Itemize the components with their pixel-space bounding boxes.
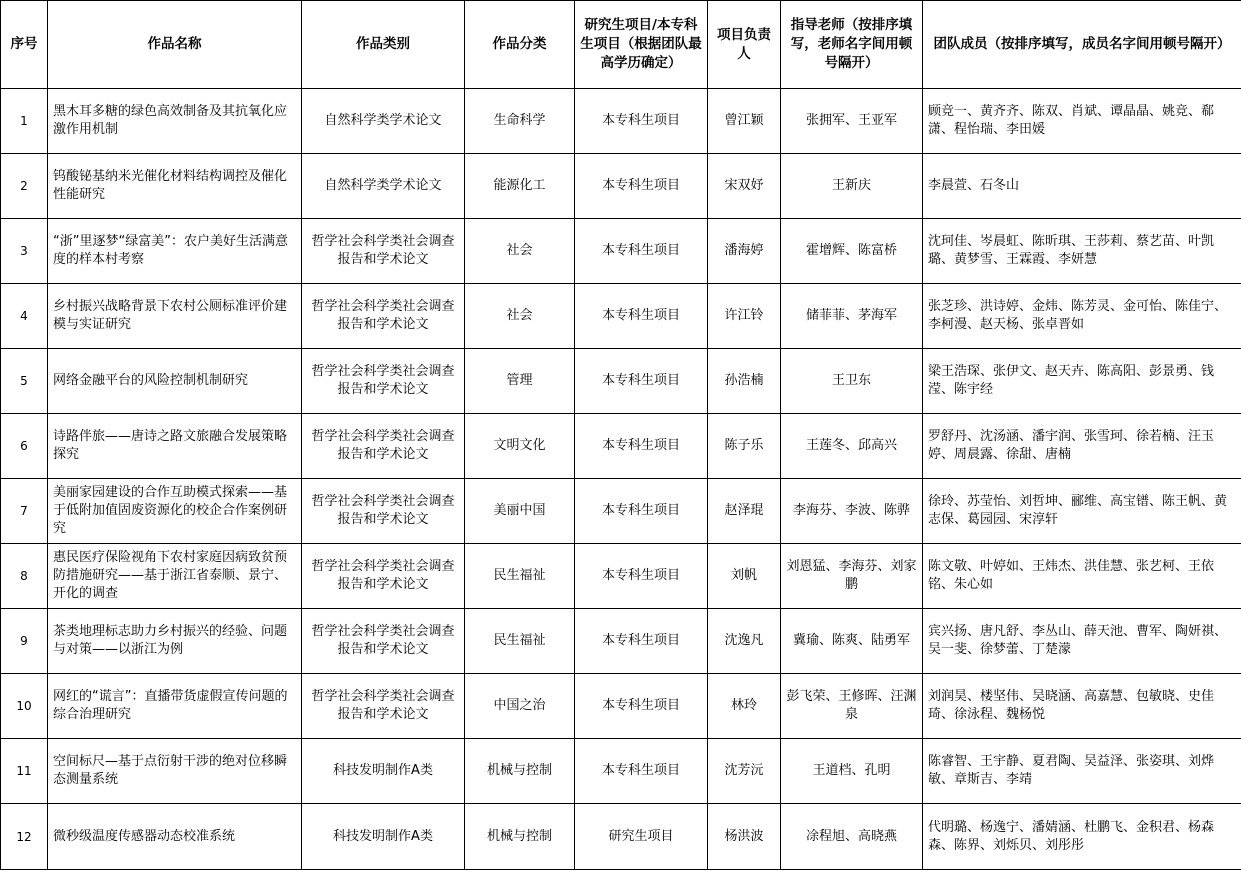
cell-index: 6 xyxy=(1,414,48,479)
cell-project-leader: 沈芳沅 xyxy=(708,739,781,804)
cell-advisors: 王新庆 xyxy=(781,154,923,219)
cell-work-name: 微秒级温度传感器动态校准系统 xyxy=(48,804,302,870)
header-work-category: 作品类别 xyxy=(302,1,465,89)
table-body xyxy=(1,89,1241,870)
cell-team-members: 代明璐、杨逸宁、潘婧涵、杜鹏飞、金积君、杨森森、陈界、刘烁贝、刘彤彤 xyxy=(923,804,1241,870)
cell-team-members: 张芝珍、洪诗婷、金炜、陈芳灵、金可怡、陈佳宁、李柯漫、赵天杨、张卓晋如 xyxy=(923,284,1241,349)
cell-work-classification: 民生福祉 xyxy=(465,609,575,674)
cell-team-members: 顾竞一、黄齐齐、陈双、肖斌、谭晶晶、姚竞、郗潇、程怡瑞、李田媛 xyxy=(923,89,1241,154)
cell-project-level: 本专科生项目 xyxy=(575,674,708,739)
cell-team-members: 徐玲、苏莹怡、刘哲坤、郦维、高宝镨、陈王帆、黄志保、葛园园、宋淳轩 xyxy=(923,479,1241,544)
cell-team-members: 沈珂佳、岑晨虹、陈昕琪、王莎莉、蔡艺苗、叶凯璐、黄梦雪、王霖霞、李妍慧 xyxy=(923,219,1241,284)
cell-team-members: 宾兴扬、唐凡舒、李丛山、薛天池、曹军、陶妍祺、吴一斐、徐梦蕾、丁楚濛 xyxy=(923,609,1241,674)
header-team-members: 团队成员（按排序填写，成员名字间用顿号隔开） xyxy=(923,1,1241,89)
cell-index: 5 xyxy=(1,349,48,414)
cell-work-name: 茶类地理标志助力乡村振兴的经验、问题与对策——以浙江为例 xyxy=(48,609,302,674)
cell-work-name: 黑木耳多糖的绿色高效制备及其抗氧化应激作用机制 xyxy=(48,89,302,154)
cell-work-category: 科技发明制作A类 xyxy=(302,804,465,870)
cell-project-leader: 许江铃 xyxy=(708,284,781,349)
cell-work-category: 哲学社会科学类社会调查报告和学术论文 xyxy=(302,414,465,479)
cell-project-level: 本专科生项目 xyxy=(575,349,708,414)
cell-work-classification: 社会 xyxy=(465,284,575,349)
cell-work-category: 哲学社会科学类社会调查报告和学术论文 xyxy=(302,349,465,414)
cell-team-members: 陈文敬、叶婷如、王炜杰、洪佳慧、张艺柯、王依铭、朱心如 xyxy=(923,544,1241,609)
cell-work-name: 诗路伴旅——唐诗之路文旅融合发展策略探究 xyxy=(48,414,302,479)
cell-work-category: 哲学社会科学类社会调查报告和学术论文 xyxy=(302,479,465,544)
cell-project-leader: 孙浩楠 xyxy=(708,349,781,414)
cell-project-level: 本专科生项目 xyxy=(575,219,708,284)
cell-work-classification: 管理 xyxy=(465,349,575,414)
cell-advisors: 刘恩猛、李海芬、刘家鹏 xyxy=(781,544,923,609)
cell-work-classification: 民生福祉 xyxy=(465,544,575,609)
cell-work-category: 哲学社会科学类社会调查报告和学术论文 xyxy=(302,544,465,609)
cell-work-category: 哲学社会科学类社会调查报告和学术论文 xyxy=(302,674,465,739)
cell-index: 1 xyxy=(1,89,48,154)
cell-project-leader: 刘帆 xyxy=(708,544,781,609)
cell-index: 3 xyxy=(1,219,48,284)
cell-project-level: 本专科生项目 xyxy=(575,414,708,479)
cell-index: 9 xyxy=(1,609,48,674)
cell-index: 2 xyxy=(1,154,48,219)
cell-index: 11 xyxy=(1,739,48,804)
cell-advisors: 冀瑜、陈爽、陆勇军 xyxy=(781,609,923,674)
cell-work-category: 科技发明制作A类 xyxy=(302,739,465,804)
table-row xyxy=(1,544,1241,609)
cell-work-name: “浙”里逐梦“绿富美”：农户美好生活满意度的样本村考察 xyxy=(48,219,302,284)
cell-work-name: 网络金融平台的风险控制机制研究 xyxy=(48,349,302,414)
cell-team-members: 刘润昊、楼坚伟、吴晓涵、高嘉慧、包敏晓、史佳琦、徐泳程、魏杨悦 xyxy=(923,674,1241,739)
cell-advisors: 张拥军、王亚军 xyxy=(781,89,923,154)
cell-project-leader: 宋双妤 xyxy=(708,154,781,219)
header-advisors: 指导老师（按排序填写，老师名字间用顿号隔开） xyxy=(781,1,923,89)
table-row xyxy=(1,804,1241,870)
cell-work-category: 哲学社会科学类社会调查报告和学术论文 xyxy=(302,284,465,349)
cell-work-name: 惠民医疗保险视角下农村家庭因病致贫预防措施研究——基于浙江省泰顺、景宁、开化的调查 xyxy=(48,544,302,609)
cell-project-leader: 潘海婷 xyxy=(708,219,781,284)
cell-index: 8 xyxy=(1,544,48,609)
cell-advisors: 王道档、孔明 xyxy=(781,739,923,804)
cell-index: 7 xyxy=(1,479,48,544)
table-row xyxy=(1,739,1241,804)
header-work-name: 作品名称 xyxy=(48,1,302,89)
cell-work-classification: 中国之治 xyxy=(465,674,575,739)
cell-work-name: 乡村振兴战略背景下农村公厕标准评价建模与实证研究 xyxy=(48,284,302,349)
cell-work-classification: 机械与控制 xyxy=(465,739,575,804)
cell-work-category: 哲学社会科学类社会调查报告和学术论文 xyxy=(302,609,465,674)
table-row xyxy=(1,89,1241,154)
cell-project-level: 本专科生项目 xyxy=(575,544,708,609)
cell-work-classification: 机械与控制 xyxy=(465,804,575,870)
cell-work-classification: 美丽中国 xyxy=(465,479,575,544)
cell-work-category: 自然科学类学术论文 xyxy=(302,154,465,219)
cell-project-level: 本专科生项目 xyxy=(575,89,708,154)
cell-project-level: 研究生项目 xyxy=(575,804,708,870)
cell-project-level: 本专科生项目 xyxy=(575,609,708,674)
cell-work-name: 钨酸铋基纳米光催化材料结构调控及催化性能研究 xyxy=(48,154,302,219)
cell-work-classification: 社会 xyxy=(465,219,575,284)
cell-advisors: 李海芬、李波、陈骅 xyxy=(781,479,923,544)
cell-work-category: 哲学社会科学类社会调查报告和学术论文 xyxy=(302,219,465,284)
table-row xyxy=(1,219,1241,284)
cell-team-members: 梁王浩琛、张伊文、赵天卉、陈高阳、彭景勇、钱滢、陈宇经 xyxy=(923,349,1241,414)
header-row xyxy=(1,1,1241,89)
cell-advisors: 王卫东 xyxy=(781,349,923,414)
cell-index: 4 xyxy=(1,284,48,349)
cell-project-leader: 林玲 xyxy=(708,674,781,739)
cell-project-level: 本专科生项目 xyxy=(575,739,708,804)
cell-project-level: 本专科生项目 xyxy=(575,154,708,219)
table-row xyxy=(1,154,1241,219)
cell-work-name: 美丽家园建设的合作互助模式探索——基于低附加值固废资源化的校企合作案例研究 xyxy=(48,479,302,544)
cell-project-leader: 杨洪波 xyxy=(708,804,781,870)
cell-work-classification: 生命科学 xyxy=(465,89,575,154)
table-row xyxy=(1,674,1241,739)
header-work-classification: 作品分类 xyxy=(465,1,575,89)
table-row xyxy=(1,414,1241,479)
cell-project-leader: 赵泽琨 xyxy=(708,479,781,544)
cell-project-leader: 沈逸凡 xyxy=(708,609,781,674)
cell-advisors: 王莲冬、邱高兴 xyxy=(781,414,923,479)
cell-index: 12 xyxy=(1,804,48,870)
cell-project-leader: 陈子乐 xyxy=(708,414,781,479)
cell-project-leader: 曾江颖 xyxy=(708,89,781,154)
table-row xyxy=(1,479,1241,544)
header-project-leader: 项目负责人 xyxy=(708,1,781,89)
cell-work-name: 空间标尺—基于点衍射干涉的绝对位移瞬态测量系统 xyxy=(48,739,302,804)
cell-index: 10 xyxy=(1,674,48,739)
cell-team-members: 李晨萱、石冬山 xyxy=(923,154,1241,219)
table-row xyxy=(1,609,1241,674)
cell-advisors: 凃程旭、高晓燕 xyxy=(781,804,923,870)
header-project-level: 研究生项目/本专科生项目（根据团队最高学历确定） xyxy=(575,1,708,89)
table-row xyxy=(1,349,1241,414)
cell-project-level: 本专科生项目 xyxy=(575,284,708,349)
cell-advisors: 彭飞荣、王修晖、汪渊泉 xyxy=(781,674,923,739)
table-row xyxy=(1,284,1241,349)
cell-work-classification: 能源化工 xyxy=(465,154,575,219)
cell-project-level: 本专科生项目 xyxy=(575,479,708,544)
cell-team-members: 罗舒丹、沈汤涵、潘宇润、张雪珂、徐若楠、汪玉婷、周晨露、徐甜、唐楠 xyxy=(923,414,1241,479)
header-index: 序号 xyxy=(1,1,48,89)
cell-work-name: 网红的“谎言”：直播带货虚假宣传问题的综合治理研究 xyxy=(48,674,302,739)
cell-team-members: 陈睿智、王宇静、夏君陶、吴益泽、张姿琪、刘烨敏、章斯吉、李靖 xyxy=(923,739,1241,804)
cell-work-classification: 文明文化 xyxy=(465,414,575,479)
cell-advisors: 霍增辉、陈富桥 xyxy=(781,219,923,284)
cell-advisors: 储菲菲、茅海军 xyxy=(781,284,923,349)
cell-work-category: 自然科学类学术论文 xyxy=(302,89,465,154)
